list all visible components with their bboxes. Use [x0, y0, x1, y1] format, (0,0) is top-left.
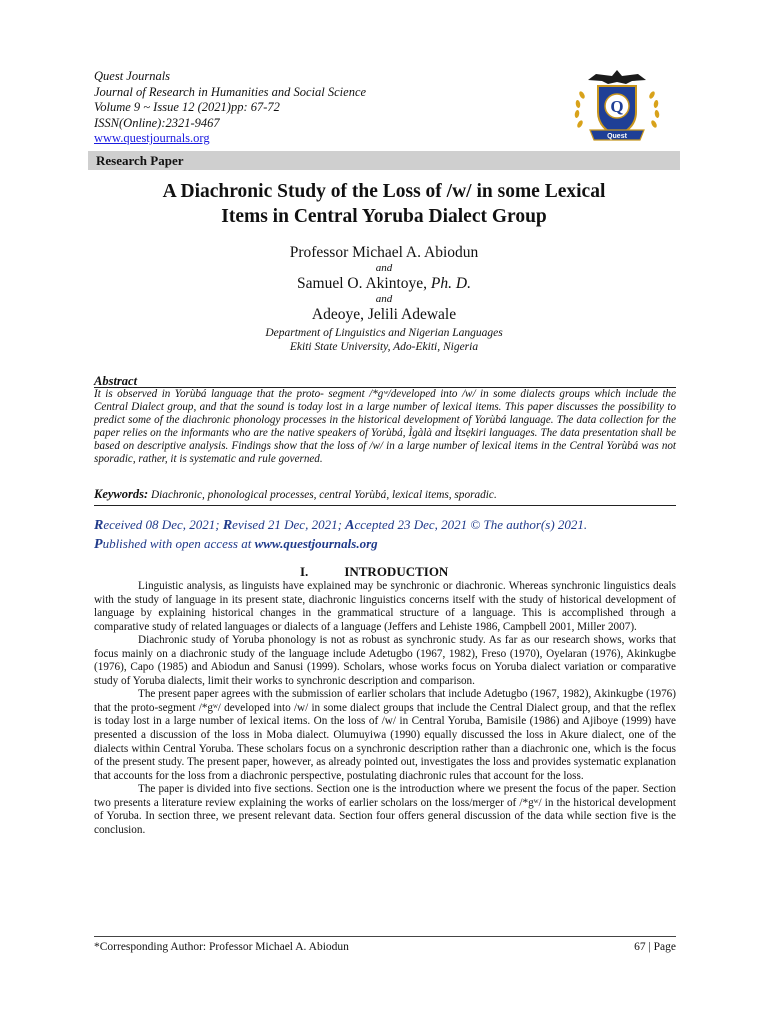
paper-title	[88, 179, 680, 229]
body-paragraph: The paper is divided into five sections. Section one is the introduction where we present the focus of the paper. Section two presents a literature review explaining the works of earlier scholars on the loss/merger of /*gʷ/ in the historical development of Yoruba. In section three, we present relevant data. Section four offers general discussion of the data while section five is the conclusion.	[94, 783, 676, 836]
abstract-bottom-rule	[94, 505, 676, 506]
quest-logo-icon	[568, 66, 666, 146]
logo-letter: Q	[610, 97, 624, 116]
publication-dates: Received 08 Dec, 2021; Revised 21 Dec, 2021; Accepted 23 Dec, 2021 © The author(s) 2021. Published with open access at www.questjournals.org	[94, 517, 588, 552]
journal-issn: ISSN(Online):2321-9467	[94, 115, 220, 130]
body-paragraph: The present paper agrees with the submission of earlier scholars that include Adetugbo (1967, 1982), Akinkugbe (1976) that the proto-segment /*gʷ/ developed into /w/ in some dialect groups that include the Central Dialect group, and that the reflex is today lost in a large number of lexical items. On the loss of /w/ in Central Yoruba, Bamisile (1986) and Ajiboye (1999) have presented a discussion of the loss in Moba dialect. Olumuyiwa (1990) equally discussed the loss in Akure dialect, one of the dialects within Central Yoruba. These scholars focus on a synchronic description rather than a diachronic one, which is the focus of the present study. The present paper, however, as already pointed out, investigates the loss and provides systematic explanation that accounts for the loss from a diachronic perspective, postulating diachronic rules that account for the loss.	[94, 688, 676, 782]
abstract-text: It is observed in Yorùbá language that the proto- segment /*gʷ/developed into /w/ in some dialects groups which include the Central Dialect group, and that the sound is today lost in a large number of lexical items. This paper discusses the possibility to predict some of the diachronic phonology processes in the historical development of Yorùbá language. The data collection for the paper relies on the informants who are the native speakers of Yorùbá, Ìgàlà and Ìtsẹkiri languages. The data presentation shall be based on descriptive analysis. Findings show that the loss of /w/ in a large number of lexical items in the Central Yorùbá was not sporadic, rather, it is systematic and rule governed.	[94, 388, 676, 466]
journal-volume: Volume 9 ~ Issue 12 (2021)pp: 67-72	[94, 100, 280, 115]
journal-full-name: Journal of Research in Humanities and Social Science	[94, 84, 367, 99]
section-number: I.	[300, 564, 309, 579]
logo-text: Quest	[607, 133, 627, 140]
author-separator: and	[375, 293, 393, 305]
keywords-line	[94, 487, 676, 502]
introduction-body	[94, 580, 676, 837]
author-name: Adeoye, Jelili Adewale	[311, 306, 457, 323]
author-department: Department of Linguistics and Nigerian Languages	[265, 327, 503, 339]
paper-title-line: Items in Central Yoruba Dialect Group	[221, 206, 547, 227]
paper-type-banner: Research Paper	[88, 151, 680, 170]
author-block	[88, 244, 680, 354]
keywords-list: Diachronic, phonological processes, central Yorùbá, lexical items, sporadic.	[148, 489, 497, 501]
corresponding-author: *Corresponding Author: Professor Michael A. Abiodun	[94, 941, 349, 953]
abstract-heading: Abstract	[94, 374, 138, 388]
journal-name: Quest Journals	[94, 69, 171, 83]
journal-link[interactable]: www.questjournals.org	[94, 131, 210, 146]
paper-title-line: A Diachronic Study of the Loss of /w/ in some Lexical	[162, 181, 606, 202]
author-name: Samuel O. Akintoye, Ph. D.	[297, 275, 471, 292]
keywords-label: Keywords:	[94, 487, 149, 501]
author-separator: and	[375, 262, 393, 274]
body-paragraph: Linguistic analysis, as linguists have explained may be synchronic or diachronic. Whereas synchronic linguistics deals with the study of language in its present state, diachronic linguistics concerns itself with the study of historical development of language by explaining historical changes in the grammatical structure of a language. This is accomplished through a comparative study of related languages or dialects of a language (Jeffers and Lehiste 1986, Campbell 2001, Miller 2007).	[94, 580, 676, 633]
body-paragraph: Diachronic study of Yoruba phonology is not as robust as synchronic study. As far as our research shows, works that focus mainly on a diachronic study of the language include Adetugbo (1967, 1982), Freso (1970), Oyelaran (1976), Akinkugbe (1976), Capo (1985) and Abiodun and Sanusi (1999). Scholars, whose works focus on Yoruba dialect variation or comparative study of Yoruba dialects, limit their works to synchronic description and comparison.	[94, 634, 676, 687]
page-number: 67 | Page	[634, 941, 676, 953]
author-university: Ekiti State University, Ado-Ekiti, Nigeria	[289, 341, 479, 353]
journal-header	[94, 69, 366, 147]
author-name: Professor Michael A. Abiodun	[289, 244, 479, 261]
section-title: INTRODUCTION	[344, 564, 449, 579]
footer-rule	[94, 936, 676, 937]
journal-link[interactable]: www.questjournals.org	[254, 536, 378, 551]
section-heading	[300, 564, 448, 580]
